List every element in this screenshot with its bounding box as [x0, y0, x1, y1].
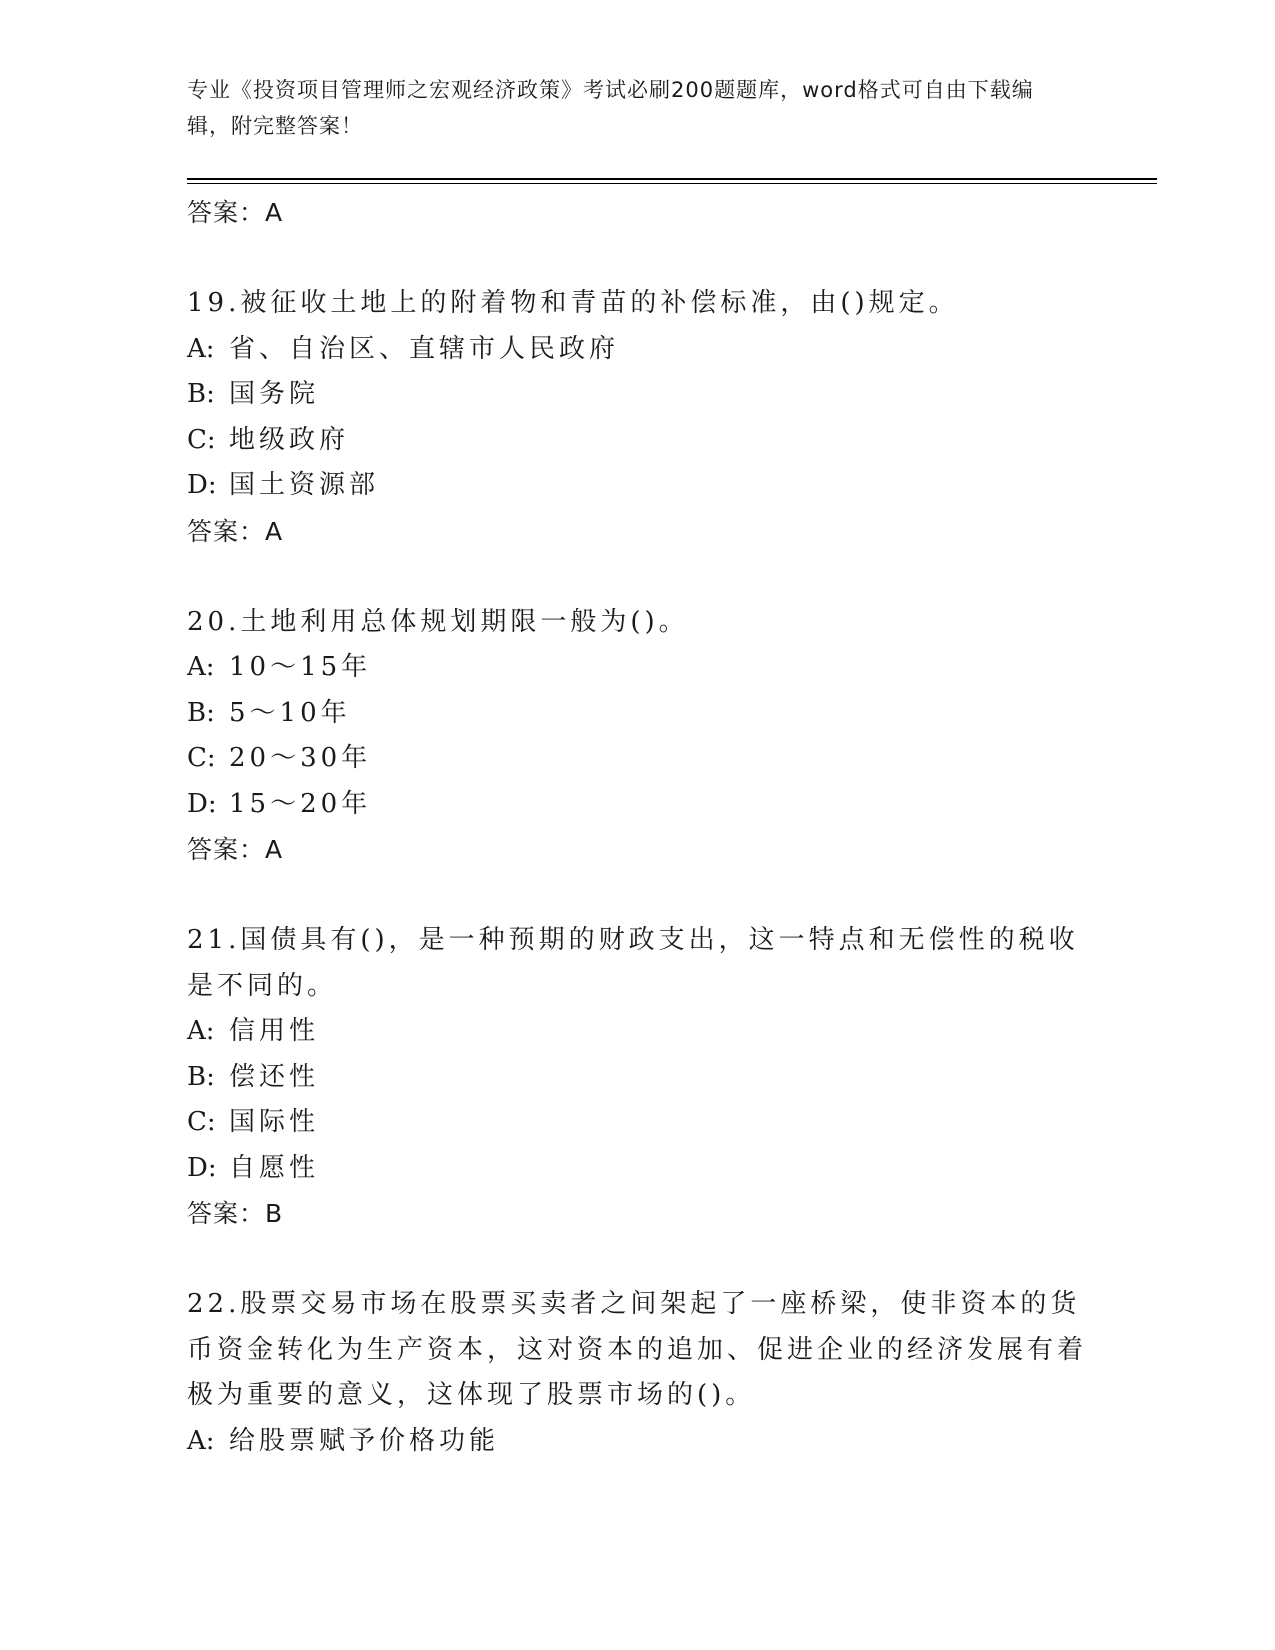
answer-prefix: 答案： [187, 198, 266, 227]
option-text: 信用性 [229, 1016, 320, 1046]
option-text: 给股票赋予价格功能 [229, 1425, 500, 1456]
question-text: 22.股票交易市场在股票买卖者之间架起了一座桥梁，使非资本的货币资金转化为生产资本，这对资本的追加、促进企业的经济发展有着极为重要的意义，这体现了股票市场的()。 [187, 1289, 1088, 1410]
option-b [187, 372, 1087, 418]
option-key: D: [187, 470, 217, 500]
answer-value: B [265, 1199, 284, 1228]
option-key: B: [187, 1061, 215, 1092]
option-a [187, 1009, 1087, 1055]
option-c [187, 1100, 1087, 1146]
answer-line [187, 190, 1087, 235]
question-item [187, 1282, 1087, 1464]
option-text: 国土资源部 [229, 470, 380, 500]
option-a [187, 1419, 1087, 1465]
option-key: A: [187, 652, 215, 682]
option-text: 自愿性 [229, 1152, 320, 1183]
option-d [187, 463, 1087, 509]
option-key: C: [187, 1107, 216, 1137]
option-text: 20～30年 [229, 743, 372, 773]
document-header: 专业《投资项目管理师之宏观经济政策》考试必刷200题题库，word格式可自由下载编辑，附完整答案！ [187, 78, 1034, 138]
option-key: C: [187, 424, 216, 455]
answer-prefix: 答案： [187, 516, 266, 546]
option-text: 15～20年 [229, 788, 372, 819]
option-b [187, 1055, 1087, 1101]
question-text: 21.国债具有()，是一种预期的财政支出，这一特点和无偿性的税收是不同的。 [187, 925, 1079, 1001]
option-d [187, 1146, 1087, 1192]
option-text: 5～10年 [229, 697, 351, 728]
answer-line [187, 509, 1087, 554]
option-key: A: [187, 333, 215, 364]
question-text: 19.被征收土地上的附着物和青苗的补偿标准，由()规定。 [187, 288, 959, 318]
question-item [187, 281, 1087, 554]
option-text: 省、自治区、直辖市人民政府 [229, 333, 620, 364]
option-c [187, 736, 1087, 782]
option-c [187, 418, 1087, 464]
option-text: 国际性 [229, 1107, 320, 1137]
option-a [187, 645, 1087, 691]
answer-prefix: 答案： [187, 835, 266, 864]
option-text: 10～15年 [229, 652, 372, 682]
option-key: D: [187, 788, 217, 819]
answer-value: A [265, 198, 284, 227]
option-text: 国务院 [229, 379, 320, 409]
option-key: B: [187, 697, 215, 728]
question-item [187, 918, 1087, 1236]
option-key: D: [187, 1152, 217, 1183]
question-item [187, 600, 1087, 873]
option-text: 地级政府 [229, 424, 350, 455]
answer-value: A [265, 516, 284, 546]
header-rule-thick [187, 178, 1157, 180]
option-key: A: [187, 1016, 215, 1046]
answer-line [187, 827, 1087, 872]
answer-prefix: 答案： [187, 1199, 266, 1228]
option-b [187, 691, 1087, 737]
option-a [187, 327, 1087, 373]
option-key: B: [187, 379, 215, 409]
option-d [187, 782, 1087, 828]
question-text: 20.土地利用总体规划期限一般为()。 [187, 606, 689, 637]
option-key: C: [187, 743, 216, 773]
question-list [187, 190, 1087, 1464]
answer-value: A [265, 835, 284, 864]
header-rule-thin [187, 183, 1157, 184]
option-text: 偿还性 [229, 1061, 320, 1092]
option-key: A: [187, 1425, 215, 1456]
answer-line [187, 1191, 1087, 1236]
